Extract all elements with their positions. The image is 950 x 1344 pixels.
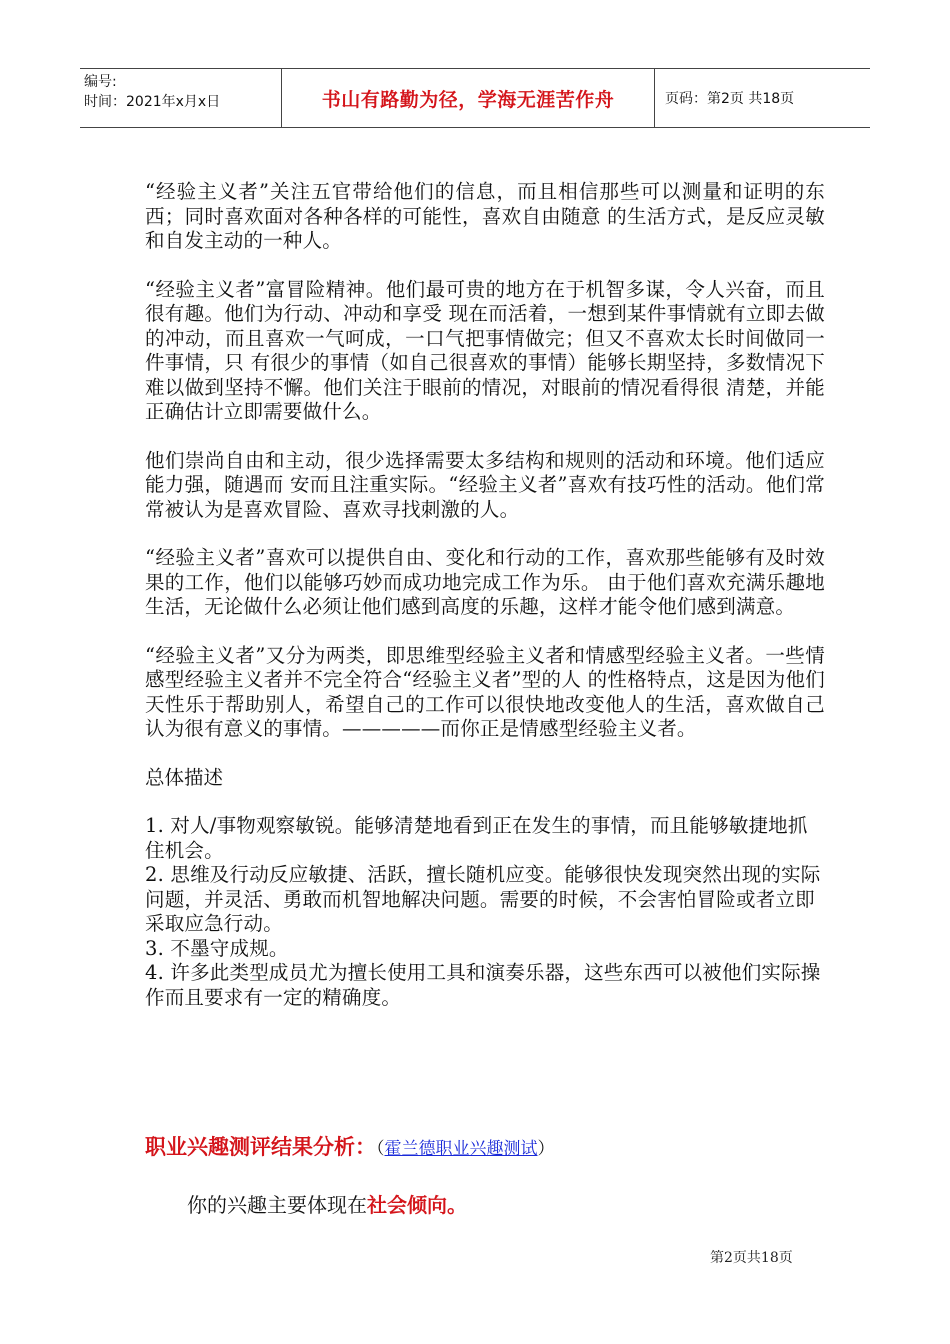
paragraph-1: “经验主义者”关注五官带给他们的信息，而且相信那些可以测量和证明的东西；同时喜欢面对各种各样的可能性，喜欢自由随意 的生活方式，是反应灵敏和自发主动的一种人。 — [145, 180, 825, 252]
list-item: 4. 许多此类型成员尤为擅长使用工具和演奏乐器，这些东西可以被他们实际操作而且要求有一定的精确度。 — [145, 961, 821, 1009]
header-motto: 书山有路勤为径，学海无涯苦作舟 — [282, 69, 655, 127]
paragraph-3: 他们崇尚自由和主动，很少选择需要太多结构和规则的活动和环境。他们适应能力强，随遇而 安而且注重实际。“经验主义者”喜欢有技巧性的活动。他们常常被认为是喜欢冒险、喜欢寻找刺激的人。 — [145, 448, 825, 521]
doc-number-label: 编号: — [84, 74, 117, 90]
list-item: 3. 不墨守成规。 — [145, 936, 289, 960]
list-item: 1. 对人/事物观察敏锐。能够清楚地看到正在发生的事情，而且能够敏捷地抓住机会。 — [145, 814, 808, 862]
paragraph-4: “经验主义者”喜欢可以提供自由、变化和行动的工作，喜欢那些能够有及时效果的工作，他们以能够巧妙而成功地完成工作为乐。 由于他们喜欢充满乐趣地生活，无论做什么必须让他们感到高度的乐趣，这样才能令他们感到满意。 — [145, 546, 825, 618]
document-body — [145, 180, 825, 1034]
holland-test-link[interactable]: 霍兰德职业兴趣测试 — [384, 1139, 538, 1159]
paragraph-2: “经验主义者”富冒险精神。他们最可贵的地方在于机智多谋，令人兴奋，而且很有趣。他们为行动、冲动和享受 现在而活着，一想到某件事情就有立即去做的冲动，而且喜欢一气呵成，一口气把事情做完；但又不喜欢太长时间做同一件事情，只 有很少的事情（如自己很喜欢的事情）能够长期坚持，多数情况下难以做到坚持不懈。他们关注于眼前的情况，对眼前的情况看得很 清楚，并能正确估计立即需要做什么。 — [145, 277, 825, 423]
header-page-number: 页码：第2页 共18页 — [665, 91, 795, 107]
result-heading-text: 职业兴趣测评结果分析： — [145, 1135, 376, 1159]
summary-list — [145, 814, 825, 1010]
page-header — [80, 68, 870, 128]
result-prefix: 你的兴趣主要体现在 — [187, 1193, 367, 1217]
paren-open: （ — [376, 1139, 385, 1159]
paragraph-5: “经验主义者”又分为两类，即思维型经验主义者和情感型经验主义者。一些情感型经验主义者并不完全符合“经验主义者”型的人 的性格特点，这是因为他们天性乐于帮助别人，希望自己的工作可以很快地改变他人的生活，喜欢做自己认为很有意义的事情。—————而你正是情感型经验主义者。 — [145, 643, 825, 740]
list-item: 2. 思维及行动反应敏捷、活跃，擅长随机应变。能够很快发现突然出现的实际问题，并灵活、勇敢而机智地解决问题。需要的时候，不会害怕冒险或者立即采取应急行动。 — [145, 863, 821, 935]
result-heading — [145, 1132, 555, 1164]
result-line — [187, 1190, 467, 1220]
header-meta — [80, 69, 282, 127]
footer-page-number: 第2页共18页 — [710, 1250, 793, 1266]
result-highlight: 社会倾向。 — [367, 1193, 467, 1217]
paren-close: ） — [537, 1139, 555, 1159]
date-label: 时间：2021年x月x日 — [84, 94, 221, 110]
summary-title: 总体描述 — [145, 765, 224, 789]
